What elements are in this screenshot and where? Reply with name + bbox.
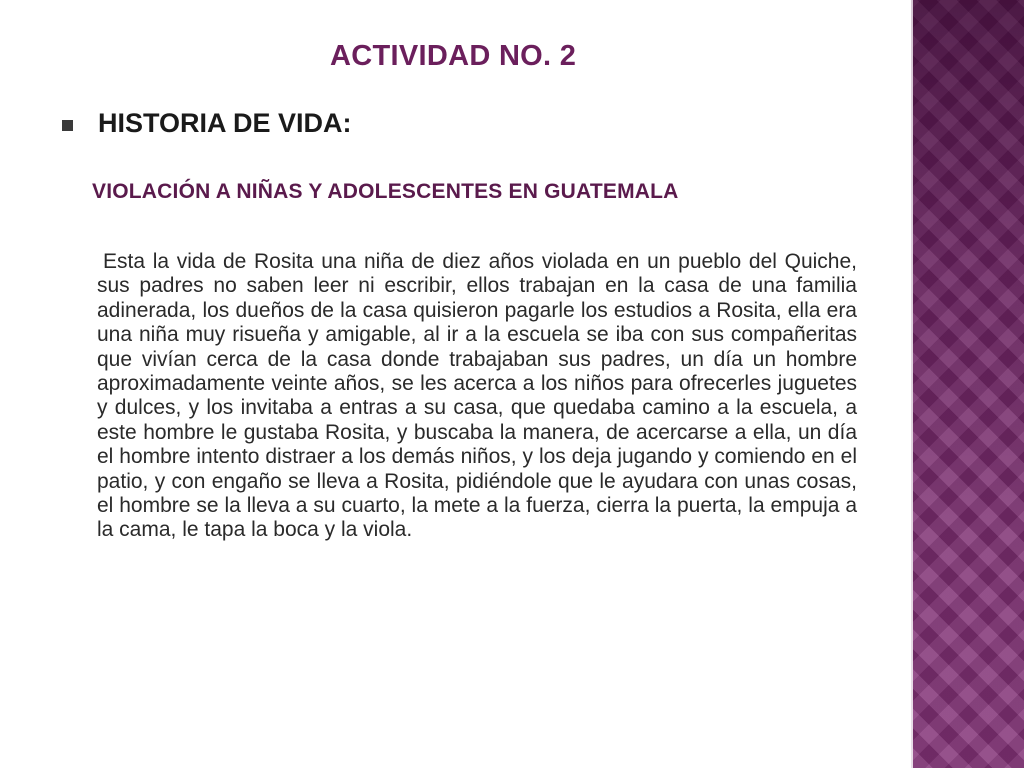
square-bullet-icon <box>62 120 73 131</box>
story-subheading: VIOLACIÓN A NIÑAS Y ADOLESCENTES EN GUATEMALA <box>92 180 679 203</box>
bullet-row <box>62 108 352 139</box>
slide-title: ACTIVIDAD NO. 2 <box>330 40 577 72</box>
decorative-side-band <box>913 0 1024 768</box>
story-body-text: Esta la vida de Rosita una niña de diez años violada en un pueblo del Quiche, sus padres no saben leer ni escribir, ellos trabajan en la casa de una familia adinerada, los dueños de la casa quisieron pagarle los estudios a Rosita, ella era una niña muy risueña y amigable, al ir a la escuela se iba con sus compañeritas que vivían cerca de la casa donde trabajaban sus padres, un día un hombre aproximadamente veinte años, se les acerca a los niños para ofrecerles juguetes y dulces, y los invitaba a entras a su casa, que quedaba camino a la escuela, a este hombre le gustaba Rosita, y buscaba la manera, de acercarse a ella, un día el hombre intento distraer a los demás niños, y los deja jugando y comiendo en el patio, y con engaño se lleva a Rosita, pidiéndole que le ayudara con unas cosas, el hombre se la lleva a su cuarto, la mete a la fuerza, cierra la puerta, la empuja a la cama, le tapa la boca y la viola. <box>97 250 857 542</box>
bullet-heading: HISTORIA DE VIDA: <box>98 108 352 138</box>
